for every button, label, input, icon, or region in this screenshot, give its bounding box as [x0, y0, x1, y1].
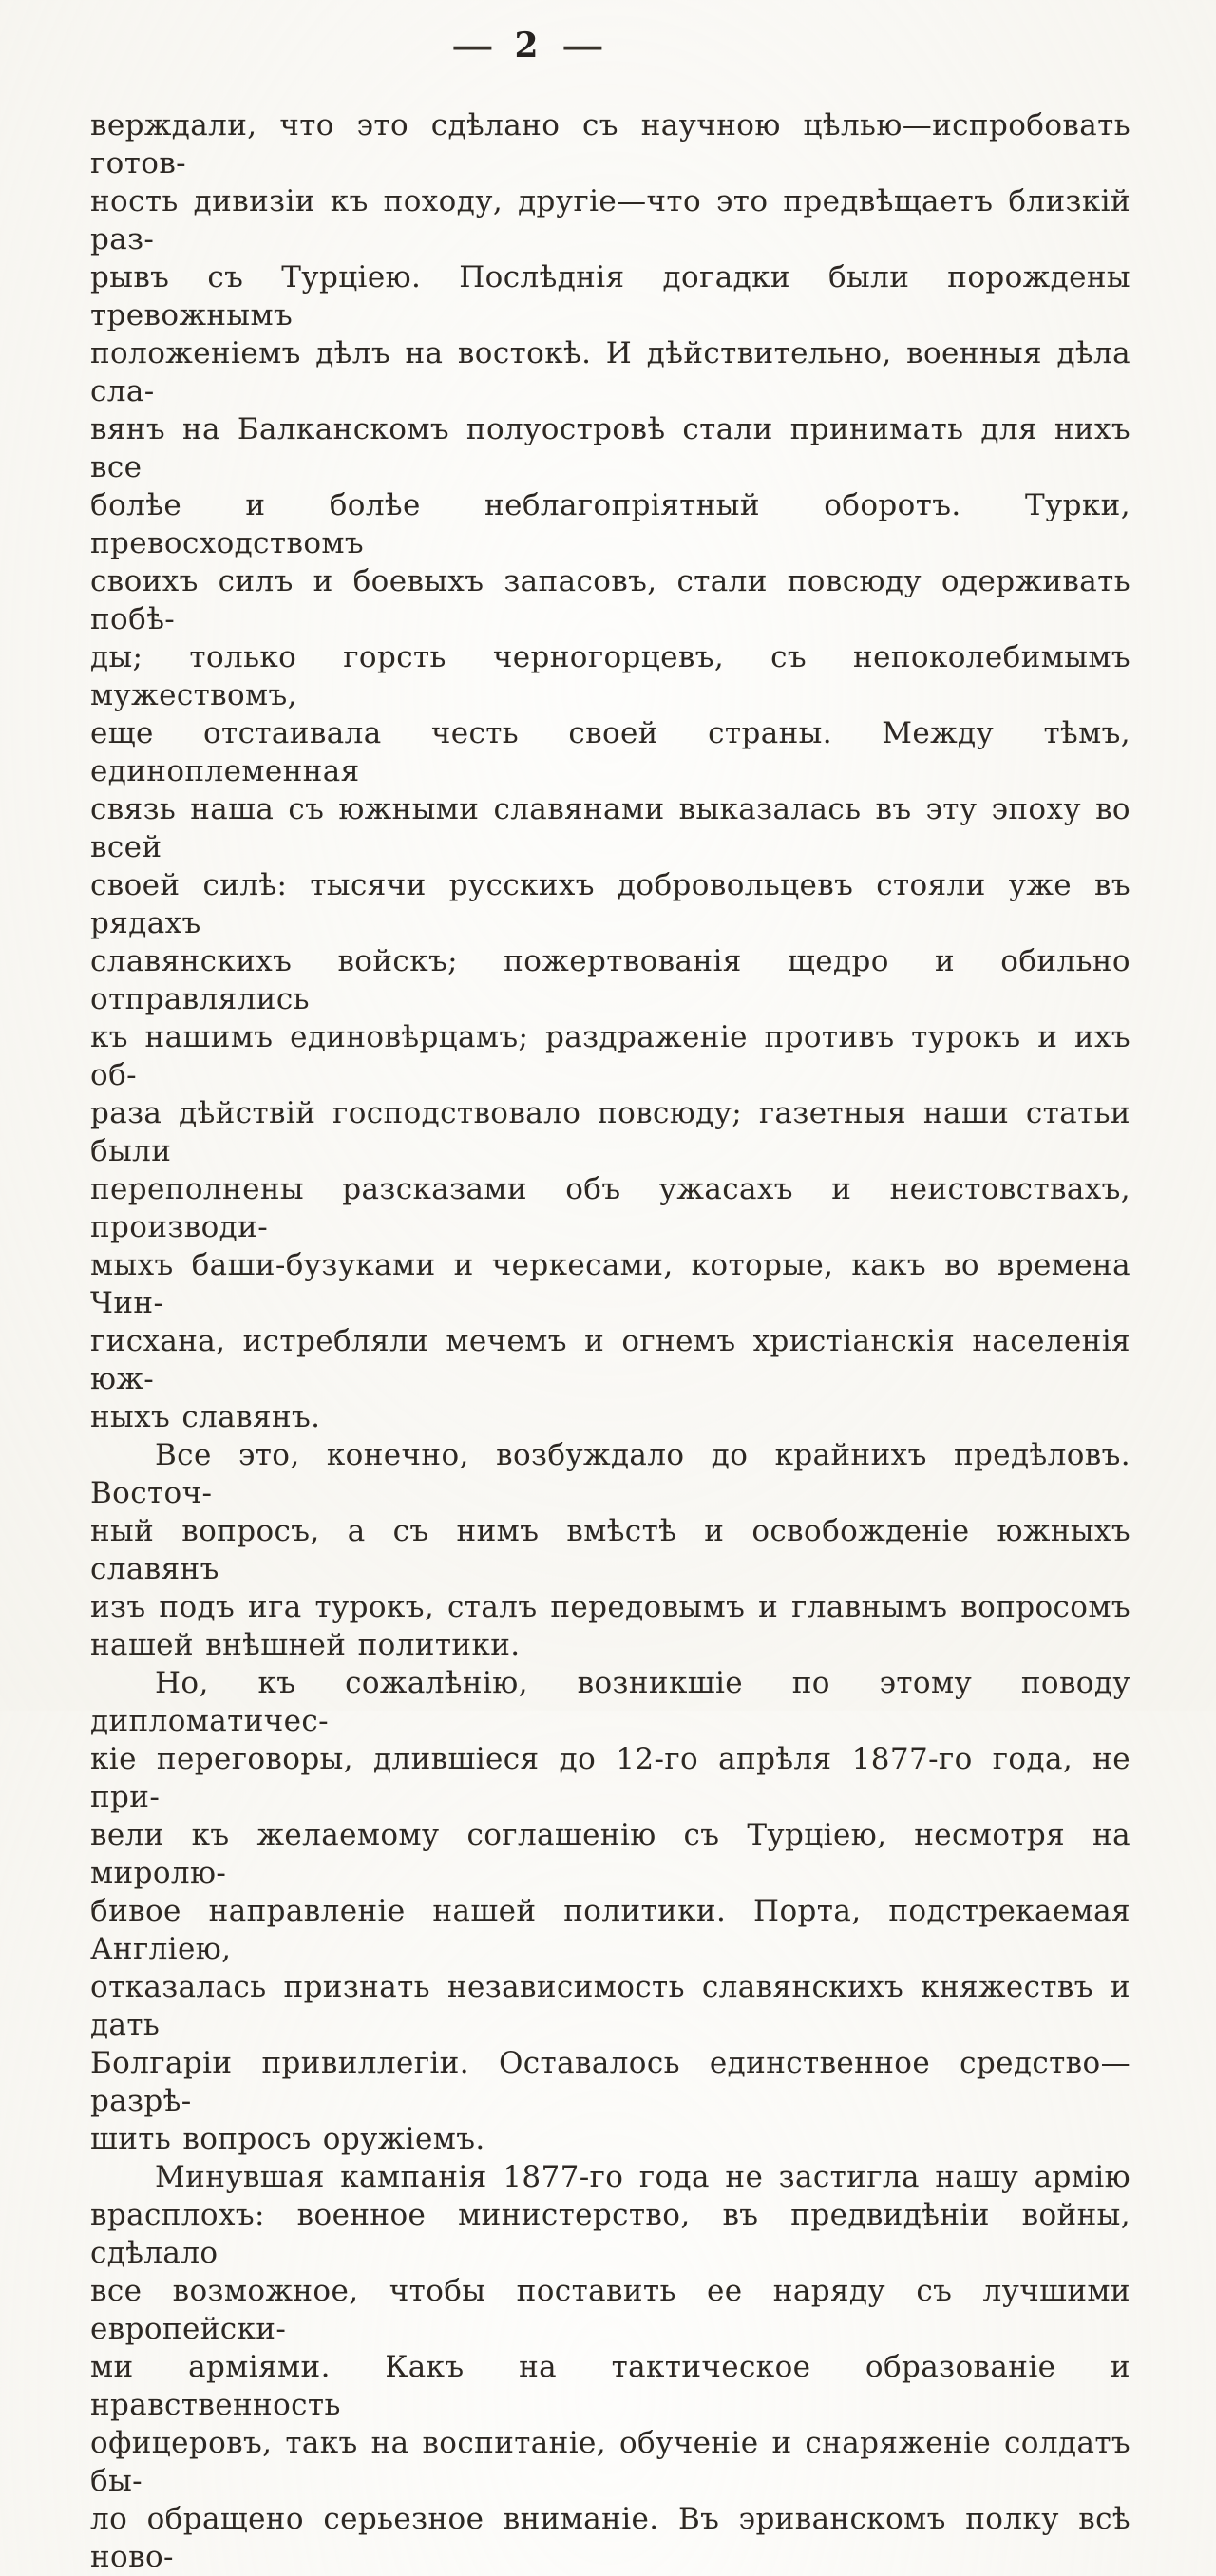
text-line: своей силѣ: тысячи русскихъ добровольцевъ стояли уже въ рядахъ [90, 868, 1130, 940]
text-line: кіе переговоры, длившіеся до 12-го апрѣля 1877-го года, не при- [90, 1742, 1130, 1814]
paragraph [90, 1436, 1130, 1664]
text-line: ды; только горсть черногорцевъ, съ непоколебимымъ мужествомъ, [90, 640, 1130, 712]
text-line: еще отстаивала честь своей страны. Между тѣмъ, единоплеменная [90, 716, 1130, 788]
text-line: все возможное, чтобы поставить ее наряду съ лучшими европейски- [90, 2274, 1130, 2346]
text-line: связь наша съ южными славянами выказалась въ эту эпоху во всей [90, 792, 1130, 864]
paragraph [90, 106, 1130, 1436]
text-line: бивое направленіе нашей политики. Порта, подстрекаемая Англіею, [90, 1894, 1130, 1966]
text-line: мыхъ баши-бузуками и черкесами, которые, какъ во времена Чин- [90, 1248, 1130, 1320]
text-line: шить вопросъ оружіемъ. [90, 2122, 485, 2156]
text-line: болѣе и болѣе неблагопріятный оборотъ. Турки, превосходствомъ [90, 488, 1130, 560]
text-line: ный вопросъ, а съ нимъ вмѣстѣ и освобожденіе южныхъ славянъ [90, 1514, 1130, 1586]
text-line: отказалась признать независимость славянскихъ княжествъ и дать [90, 1970, 1130, 2042]
paragraph [90, 2158, 1130, 2576]
text-line: верждали, что это сдѣлано съ научною цѣлью—испробовать готов- [90, 108, 1130, 180]
text-line: Болгаріи привиллегіи. Оставалось единственное средство—разрѣ- [90, 2046, 1130, 2118]
text-line: вели къ желаемому соглашенію съ Турціею, несмотря на миролю- [90, 1818, 1130, 1890]
text-line: изъ подъ ига турокъ, сталъ передовымъ и главнымъ вопросомъ [90, 1590, 1130, 1624]
header-rule-left: — [451, 28, 492, 64]
text-line: нашей внѣшней политики. [90, 1628, 521, 1662]
text-line: своихъ силъ и боевыхъ запасовъ, стали повсюду одерживать побѣ- [90, 564, 1130, 636]
text-line: раза дѣйствій господствовало повсюду; газетныя наши статьи были [90, 1096, 1130, 1168]
text-line: положеніемъ дѣлъ на востокѣ. И дѣйствительно, военныя дѣла сла- [90, 336, 1130, 408]
text-line: ло обращено серьезное вниманіе. Въ эриванскомъ полку всѣ ново- [90, 2502, 1130, 2574]
page-number: 2 [514, 26, 539, 66]
text-line: гисхана, истребляли мечемъ и огнемъ христіанскія населенія юж- [90, 1324, 1130, 1396]
header-rule-right: — [560, 28, 601, 64]
text-line: славянскихъ войскъ; пожертвованія щедро и обильно отправлялись [90, 944, 1130, 1016]
text-line: рывъ съ Турціею. Послѣднія догадки были порождены тревожнымъ [90, 260, 1130, 332]
text-line: врасплохъ: военное министерство, въ предвидѣніи войны, сдѣлало [90, 2198, 1130, 2270]
text-line: къ нашимъ единовѣрцамъ; раздраженіе противъ турокъ и ихъ об- [90, 1020, 1130, 1092]
text-line: ныхъ славянъ. [90, 1400, 321, 1434]
text-line: Но, къ сожалѣнію, возникшіе по этому поводу дипломатичес- [90, 1666, 1130, 1738]
text-line: переполнены разсказами объ ужасахъ и неистовствахъ, производи- [90, 1172, 1130, 1244]
text-line: Все это, конечно, возбуждало до крайнихъ предѣловъ. Восточ- [90, 1438, 1130, 1510]
text-line: вянъ на Балканскомъ полуостровѣ стали принимать для нихъ все [90, 412, 1130, 484]
text-line: Минувшая кампанія 1877-го года не застигла нашу армію [155, 2160, 1130, 2194]
paragraph [90, 1664, 1130, 2158]
text-line: офицеровъ, такъ на воспитаніе, обученіе и снаряженіе солдатъ бы- [90, 2426, 1130, 2498]
page-header [0, 0, 1134, 68]
text-line: ность дивизіи къ походу, другіе—что это предвѣщаетъ близкій раз- [90, 184, 1130, 256]
page-body [90, 106, 1130, 2576]
text-line: ми арміями. Какъ на тактическое образованіе и нравственность [90, 2350, 1130, 2422]
